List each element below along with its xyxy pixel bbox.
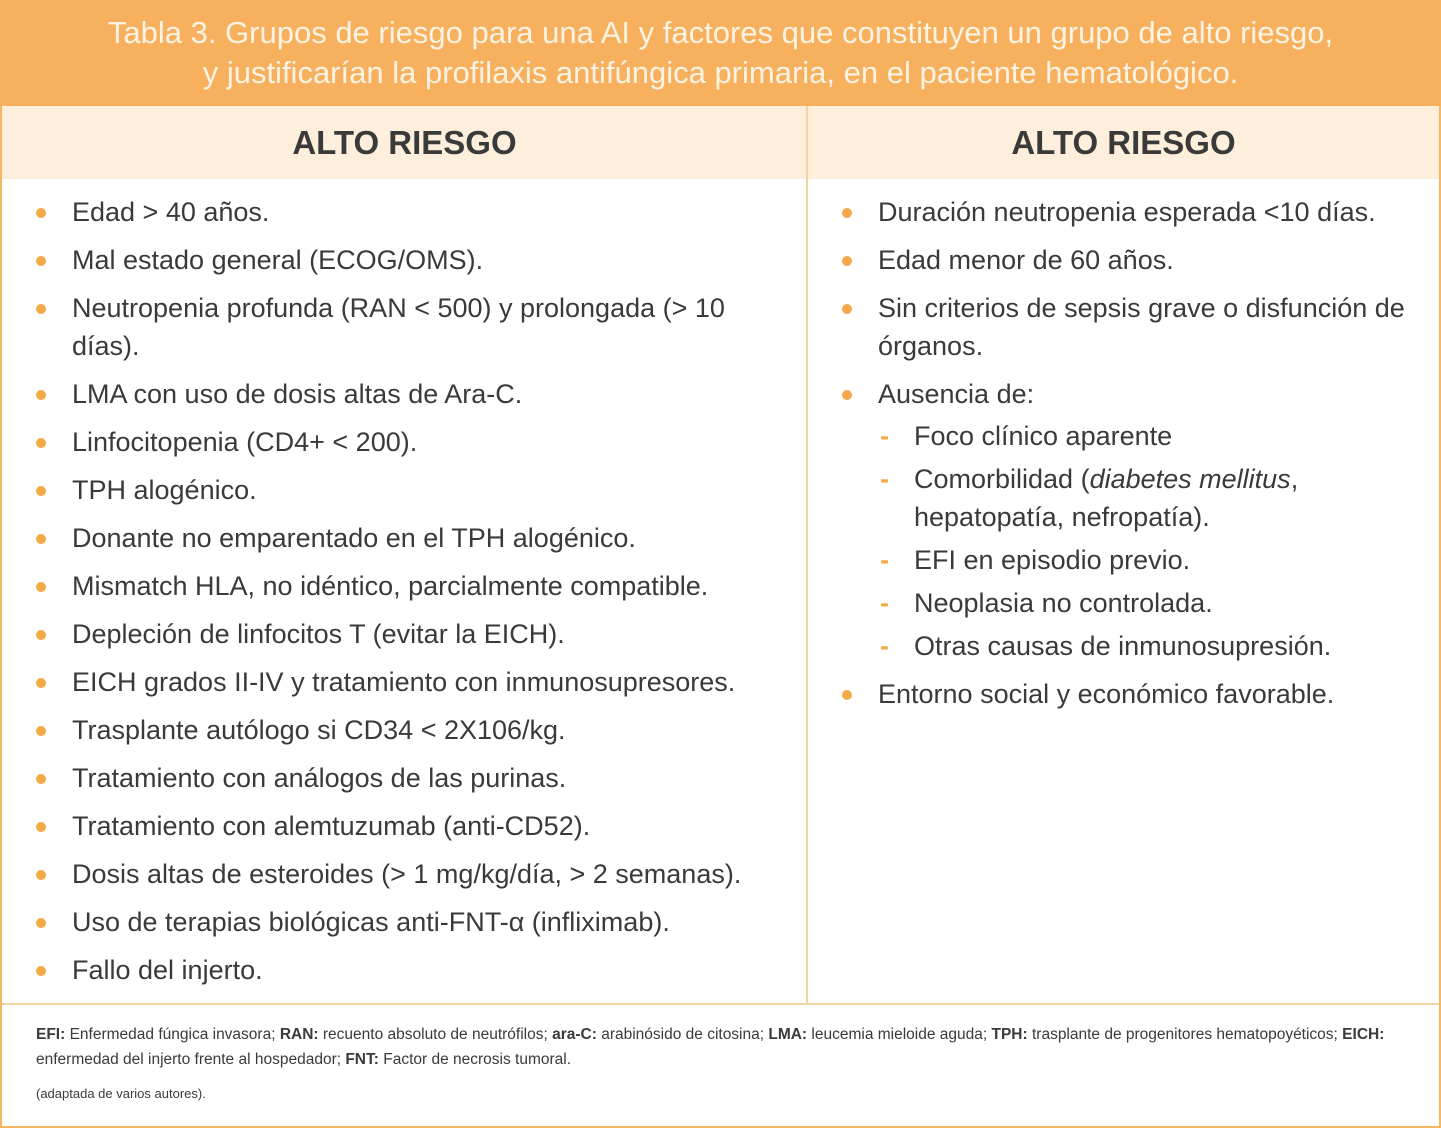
sublist-item-text: Foco clínico aparente [914,421,1173,451]
list-item-text: Duración neutropenia esperada <10 días. [878,197,1376,227]
left-column-header: ALTO RIESGO [2,106,807,179]
right-risk-list [838,193,1433,723]
abbr-def: trasplante de progenitores hematopoyéticos; [1027,1026,1343,1043]
bullet-icon [842,304,852,314]
sublist-item-italic: diabetes mellitus [1089,464,1291,494]
sublist-item [878,627,1433,665]
abbr-def: recuento absoluto de neutrófilos; [318,1026,553,1043]
abbr-term: ara-C: [552,1026,597,1043]
list-item-text: Uso de terapias biológicas anti-FNT-α (infliximab). [72,907,670,937]
list-item-text: Edad > 40 años. [72,197,270,227]
bullet-icon [842,208,852,218]
sublist-item [878,541,1433,579]
list-item-text: Dosis altas de esteroides (> 1 mg/kg/día, > 2 semanas). [72,859,742,889]
list-item [32,241,802,279]
abbr-def: leucemia mieloide aguda; [807,1026,992,1043]
list-item-text: Tratamiento con alemtuzumab (anti-CD52). [72,811,591,841]
right-column-header: ALTO RIESGO [808,106,1439,179]
list-item-text: EICH grados II-IV y tratamiento con inmunosupresores. [72,667,736,697]
list-item [32,759,802,797]
list-item [32,807,802,845]
list-item-text: Mal estado general (ECOG/OMS). [72,245,484,275]
list-item-text: Mismatch HLA, no idéntico, parcialmente compatible. [72,571,709,601]
list-item [838,375,1433,665]
sublist-item [878,417,1433,455]
abbr-def: arabinósido de citosina; [596,1026,769,1043]
column-divider [806,106,808,1004]
list-item-text: Neutropenia profunda (RAN < 500) y prolongada (> 10 días). [72,293,725,361]
bullet-icon [36,822,46,832]
abbr-def: Enfermedad fúngica invasora; [65,1026,280,1043]
list-item [32,711,802,749]
bullet-icon [842,256,852,266]
list-item-text: Tratamiento con análogos de las purinas. [72,763,567,793]
list-item-text: Entorno social y económico favorable. [878,679,1335,709]
abbreviations-footnote [36,1022,1426,1072]
bullet-icon [36,438,46,448]
list-item-text: Edad menor de 60 años. [878,245,1174,275]
bullet-icon [36,678,46,688]
list-item [32,289,802,365]
dash-icon: - [880,421,889,451]
absence-sublist [878,417,1433,665]
bullet-icon [842,390,852,400]
bullet-icon [36,774,46,784]
list-item [32,375,802,413]
table-title [0,0,1441,106]
abbr-term: EICH: [1342,1026,1385,1043]
list-item [32,193,802,231]
abbr-term: EFI: [36,1026,66,1043]
list-item [32,423,802,461]
list-item-text: TPH alogénico. [72,475,257,505]
abbr-term: LMA: [768,1026,808,1043]
bullet-icon [36,966,46,976]
abbr-def: enfermedad del injerto frente al hospedador; [36,1051,346,1068]
left-risk-list [32,193,802,999]
dash-icon: - [880,545,889,575]
list-item-text: Ausencia de: [878,379,1035,409]
sublist-item [878,584,1433,622]
list-item-text: Depleción de linfocitos T (evitar la EICH). [72,619,565,649]
list-item [838,675,1433,713]
list-item [32,903,802,941]
bullet-icon [36,534,46,544]
list-item [838,193,1433,231]
list-item [838,241,1433,279]
sublist-item-text: , hepatopatía, nefropatía). [914,464,1299,532]
dash-icon: - [880,631,889,661]
bullet-icon [36,726,46,736]
list-item-text: Donante no emparentado en el TPH alogénico. [72,523,636,553]
list-item-text: LMA con uso de dosis altas de Ara-C. [72,379,523,409]
list-item [32,951,802,989]
list-item-text: Sin criterios de sepsis grave o disfunción de órganos. [878,293,1405,361]
bullet-icon [36,390,46,400]
abbr-term: RAN: [279,1026,319,1043]
list-item-text: Fallo del injerto. [72,955,263,985]
list-item [32,519,802,557]
list-item [32,855,802,893]
bullet-icon [842,690,852,700]
bullet-icon [36,918,46,928]
sublist-item-text: Otras causas de inmunosupresión. [914,631,1332,661]
title-line-1: Tabla 3. Grupos de riesgo para una AI y factores que constituyen un grupo de alto riesgo, [107,15,1334,50]
abbr-term: FNT: [345,1051,379,1068]
bullet-icon [36,208,46,218]
sublist-item-text: Comorbilidad ( [914,464,1090,494]
bullet-icon [36,256,46,266]
sublist-item-text: Neoplasia no controlada. [914,588,1213,618]
footer-divider [2,1003,1439,1005]
bullet-icon [36,304,46,314]
dash-icon: - [880,464,889,494]
list-item [32,471,802,509]
list-item-text: Trasplante autólogo si CD34 < 2X106/kg. [72,715,566,745]
list-item [838,289,1433,365]
list-item [32,567,802,605]
abbr-def: Factor de necrosis tumoral. [378,1051,572,1068]
abbr-term: TPH: [991,1026,1028,1043]
bullet-icon [36,630,46,640]
list-item [32,663,802,701]
bullet-icon [36,486,46,496]
sublist-item [878,460,1433,536]
list-item [32,615,802,653]
list-item-text: Linfocitopenia (CD4+ < 200). [72,427,418,457]
bullet-icon [36,870,46,880]
source-note: (adaptada de varios autores). [36,1086,206,1101]
title-line-2: y justificarían la profilaxis antifúngica primaria, en el paciente hematológico. [202,55,1239,90]
bullet-icon [36,582,46,592]
dash-icon: - [880,588,889,618]
sublist-item-text: EFI en episodio previo. [914,545,1191,575]
